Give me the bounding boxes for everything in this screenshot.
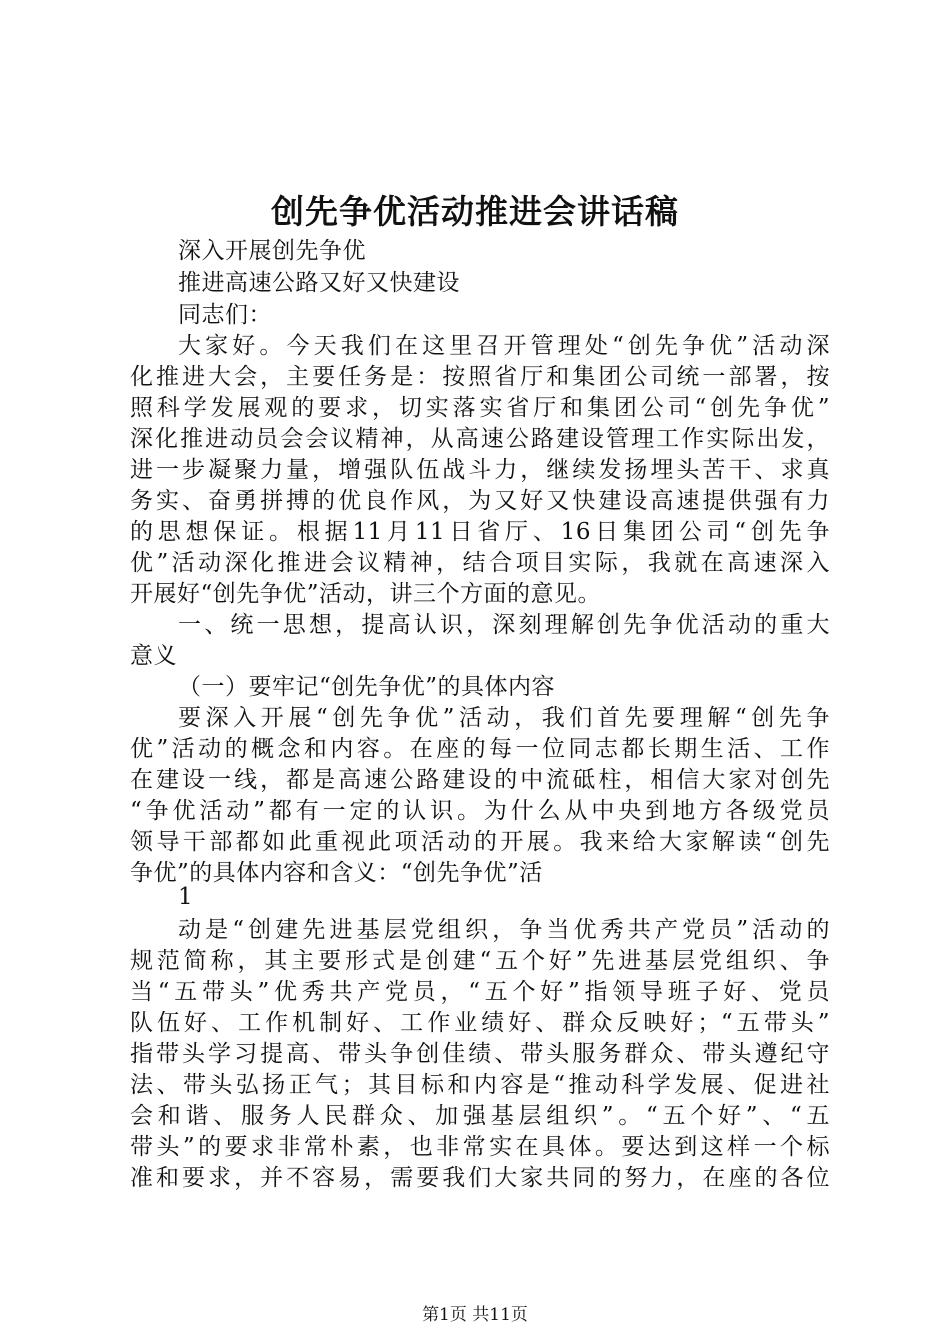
paragraph-line: 要深入开展“创先争优”活动，我们首先要理解“创先争	[178, 705, 830, 731]
paragraph-line: 规范简称，其主要形式是创建“五个好”先进基层党组织、争	[130, 948, 830, 974]
paragraph-line: 队伍好、工作机制好、工作业绩好、群众反映好；“五带头”	[130, 1010, 830, 1036]
paragraph-line: 会和谐、服务人民群众、加强基层组织”。“五个好”、“五	[130, 1103, 830, 1129]
paragraph-line: 动是“创建先进基层党组织，争当优秀共产党员”活动的	[178, 917, 830, 943]
paragraph-line: 法、带头弘扬正气；其目标和内容是“推动科学发展、促进社	[130, 1072, 830, 1098]
paragraph-line: 指带头学习提高、带头争创佳绩、带头服务群众、带头遵纪守	[130, 1041, 830, 1067]
paragraph-line: 的思想保证。根据11月11日省厅、16日集团公司“创先争	[130, 519, 830, 545]
paragraph-line: 化推进大会，主要任务是：按照省厅和集团公司统一部署，按	[130, 364, 830, 390]
paragraph-line: 当“五带头”优秀共产党员，“五个好”指领导班子好、党员	[130, 979, 830, 1005]
section-heading: 意义	[130, 643, 177, 669]
subsection-heading: （一）要牢记“创先争优”的具体内容	[178, 674, 556, 700]
paragraph-line: 准和要求，并不容易，需要我们大家共同的努力，在座的各位	[130, 1165, 830, 1191]
paragraph-line: 务实、奋勇拼搏的优良作风，为又好又快建设高速提供强有力	[130, 488, 830, 514]
paragraph-line: 进一步凝聚力量，增强队伍战斗力，继续发扬埋头苦干、求真	[130, 457, 830, 483]
paragraph-line: 领导干部都如此重视此项活动的开展。我来给大家解读“创先	[130, 829, 830, 855]
paragraph-line: 在建设一线，都是高速公路建设的中流砥柱，相信大家对创先	[130, 767, 830, 793]
subtitle-line: 推进高速公路又好又快建设	[178, 270, 460, 296]
section-heading: 一、统一思想，提高认识，深刻理解创先争优活动的重大	[178, 612, 830, 638]
paragraph-line: 优”活动的概念和内容。在座的每一位同志都长期生活、工作	[130, 736, 830, 762]
paragraph-line: 照科学发展观的要求，切实落实省厅和集团公司“创先争优”	[130, 395, 830, 421]
paragraph-line: 优”活动深化推进会议精神，结合项目实际，我就在高速深入	[130, 550, 830, 576]
page-footer: 第1页 共11页	[422, 1305, 528, 1325]
paragraph-line: 深化推进动员会会议精神，从高速公路建设管理工作实际出发，	[130, 426, 830, 452]
paragraph-line: 争优”的具体内容和含义：“创先争优”活	[130, 860, 543, 886]
salutation: 同志们：	[178, 302, 272, 328]
paragraph-line: “争优活动”都有一定的认识。为什么从中央到地方各级党员	[130, 798, 830, 824]
paragraph-line: 带头”的要求非常朴素，也非常实在具体。要达到这样一个标	[130, 1134, 830, 1160]
subtitle-line: 深入开展创先争优	[178, 238, 366, 264]
document-title: 创先争优活动推进会讲话稿	[271, 192, 679, 231]
paragraph-line: 大家好。今天我们在这里召开管理处“创先争优”活动深	[178, 333, 830, 359]
inline-page-number: 1	[178, 884, 194, 910]
paragraph-line: 开展好“创先争优”活动，讲三个方面的意见。	[130, 581, 602, 607]
